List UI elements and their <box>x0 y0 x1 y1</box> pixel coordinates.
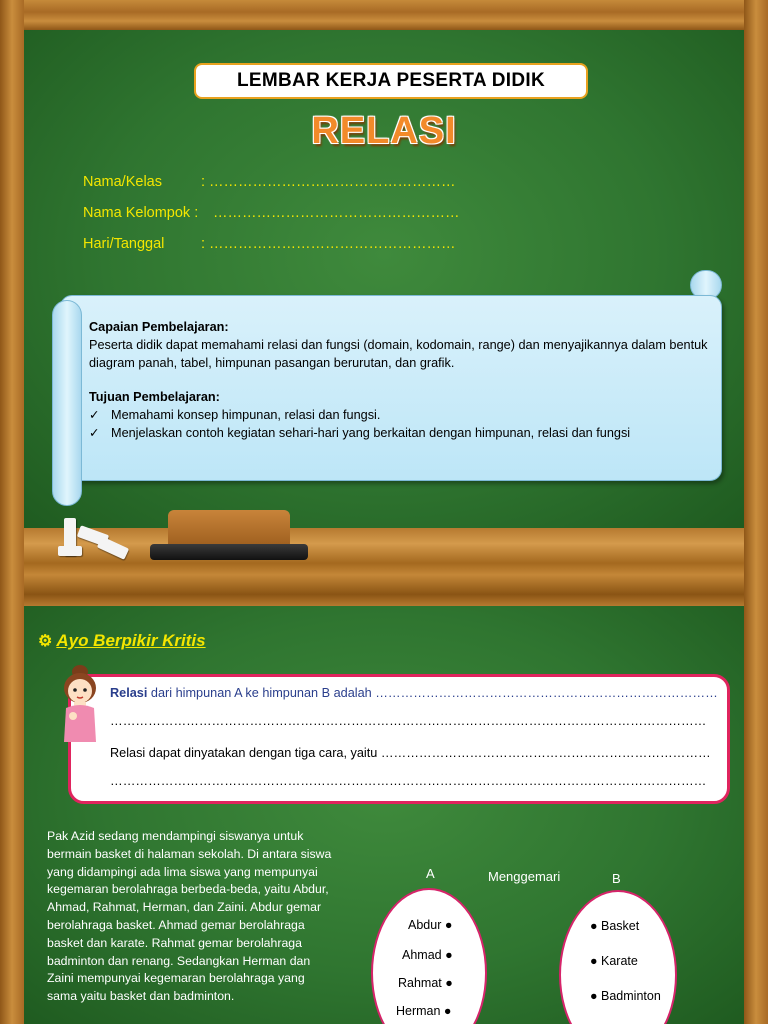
girl-thinking-icon <box>58 662 102 742</box>
wood-frame-left <box>0 0 24 606</box>
tp-heading: Tujuan Pembelajaran: <box>89 390 220 404</box>
story-text: Pak Azid sedang mendampingi siswanya untuk bermain basket di halaman sekolah. Di antara siswa yang didampingi ada lima siswa yang mempunyai kegemaran berolahraga berbeda-beda, yaitu Abdur, Ahmad, Rahmat, Herman, dan Zaini. Abdur gemar berolahraga basket. Ahmad gemar berolahraga basket dan karate. Rahmat gemar berolahraga badminton dan renang. Sedangkan Herman dan Zaini mempunyai kegemaran berolahraga yang sama yaitu basket dan badminton. <box>47 829 332 1004</box>
set-a-label: A <box>426 866 435 881</box>
question-relasi: Relasi dari himpunan A ke himpunan B adalah ……………………………………………………………………… <box>110 686 718 700</box>
set-b-item: ● Badminton <box>590 989 661 1003</box>
wood-frame-middle <box>0 528 768 606</box>
check-icon: ✓ <box>89 408 100 422</box>
worksheet-title: LEMBAR KERJA PESERTA DIDIK <box>194 63 588 99</box>
wood-frame-top <box>0 0 768 30</box>
cp-heading: Capaian Pembelajaran: <box>89 320 229 334</box>
eraser-base <box>150 544 308 560</box>
identity-value: : …………………………………………… <box>201 236 456 252</box>
answer-line[interactable]: …………………………………………………………………………………………………………………………… <box>110 774 707 788</box>
answer-line[interactable]: …………………………………………………………………………………………………………………………… <box>110 714 707 728</box>
tp-item: ✓ Menjelaskan contoh kegiatan sehari-hari yang berkaitan dengan himpunan, relasi dan fungsi <box>89 426 631 440</box>
wood-frame-right-lower <box>744 590 768 1024</box>
relation-label: Menggemari <box>488 869 561 884</box>
section-heading: ⚙ Ayo Berpikir Kritis <box>38 631 206 650</box>
set-a-item: Rahmat ● <box>398 976 453 990</box>
wood-frame-left-lower <box>0 590 24 1024</box>
set-b-item: ● Basket <box>590 919 640 933</box>
identity-name-class <box>83 174 456 190</box>
identity-value: …………………………………………… <box>213 205 460 221</box>
set-b-item: ● Karate <box>590 954 638 968</box>
page-title: RELASI <box>311 110 457 152</box>
set-b-label: B <box>612 871 621 886</box>
wood-frame-right <box>744 0 768 606</box>
identity-label: Hari/Tanggal <box>83 236 165 252</box>
scroll-roll-left <box>52 300 82 506</box>
identity-date <box>83 236 456 252</box>
set-a-item: Abdur ● <box>408 918 453 932</box>
set-a-item: Herman ● <box>396 1004 452 1018</box>
identity-label: Nama/Kelas <box>83 174 162 190</box>
identity-group <box>83 205 460 221</box>
chalk-icon <box>58 546 82 556</box>
tp-item: ✓ Memahami konsep himpunan, relasi dan fungsi. <box>89 408 381 422</box>
check-icon: ✓ <box>89 426 100 440</box>
gear-icon: ⚙ <box>38 633 53 650</box>
set-a-item: Ahmad ● <box>402 948 453 962</box>
learning-goals-text <box>89 318 709 442</box>
cp-text: Peserta didik dapat memahami relasi dan fungsi (domain, kodomain, range) dan menyajikannya dalam bentuk diagram panah, tabel, himpunan pasangan berurutan, dan grafik. <box>89 338 708 370</box>
identity-value: : …………………………………………… <box>201 174 456 190</box>
question-cara: Relasi dapat dinyatakan dengan tiga cara, yaitu …………………………………………………………………… <box>110 746 711 760</box>
identity-label: Nama Kelompok : <box>83 205 199 221</box>
